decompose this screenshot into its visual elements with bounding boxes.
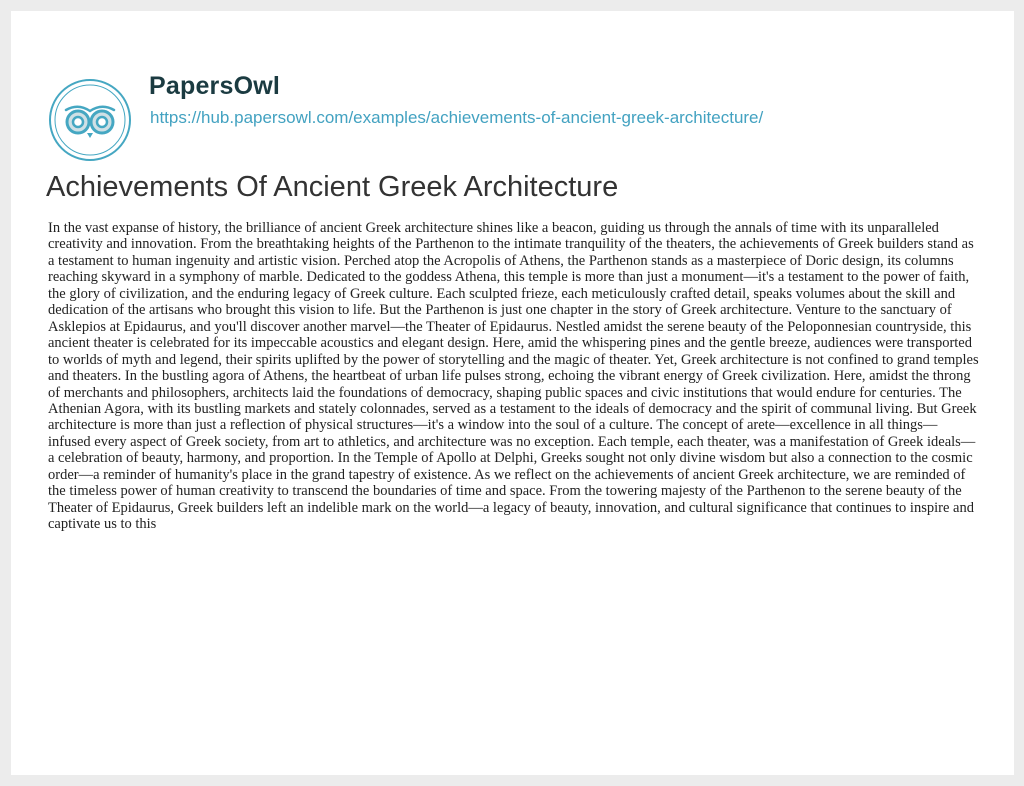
header	[11, 11, 1014, 161]
brand-name: PapersOwl	[149, 72, 281, 100]
document-page	[11, 11, 1014, 775]
document-body: In the vast expanse of history, the brilliance of ancient Greek architecture shines like a beacon, guiding us through the annals of time with its unparalleled creativity and innovation. From the breathtaking heights of the Parthenon to the intimate tranquility of the theaters, the achievements of Greek builders stand as a testament to human ingenuity and artistic vision. Perched atop the Acropolis of Athens, the Parthenon stands as a masterpiece of Doric design, its columns reaching skyward in a symphony of marble. Dedicated to the goddess Athena, this temple is more than just a monument—it's a testament to the power of faith, the glory of civilization, and the enduring legacy of Greek culture. Each sculpted frieze, each meticulously crafted detail, speaks volumes about the skill and dedication of the artisans who brought this vision to life. But the Parthenon is just one chapter in the story of Greek architecture. Venture to the sanctuary of Asklepios at Epidaurus, and you'll discover another marvel—the Theater of Epidaurus. Nestled amidst the serene beauty of the Peloponnesian countryside, this ancient theater is celebrated for its impeccable acoustics and elegant design. Here, amid the whispering pines and the gentle breeze, audiences were transported to worlds of myth and legend, their spirits uplifted by the power of storytelling and the magic of theater. Yet, Greek architecture is not confined to grand temples and theaters. In the bustling agora of Athens, the heartbeat of urban life pulses strong, echoing the vibrant energy of Greek civilization. Here, amidst the throng of merchants and philosophers, architects laid the foundations of democracy, shaping public spaces and civic institutions that would endure for centuries. The Athenian Agora, with its bustling markets and stately colonnades, served as a testament to the ideals of democracy and the spirit of communal living. But Greek architecture is more than just a reflection of physical structures—it's a window into the soul of a culture. The concept of arete—excellence in all things—infused every aspect of Greek society, from art to athletics, and architecture was no exception. Each temple, each theater, was a manifestation of Greek ideals—a celebration of beauty, harmony, and proportion. In the Temple of Apollo at Delphi, Greeks sought not only divine wisdom but also a connection to the cosmic order—a reminder of humanity's place in the grand tapestry of existence. As we reflect on the achievements of ancient Greek architecture, we are reminded of the timeless power of human creativity to transcend the boundaries of time and space. From the towering majesty of the Parthenon to the serene beauty of the Theater of Epidaurus, Greek builders left an indelible mark on the world—a legacy of beauty, innovation, and cultural significance that continues to inspire and captivate us to this	[48, 220, 979, 533]
source-url-link[interactable]: https://hub.papersowl.com/examples/achievements-of-ancient-greek-architecture/	[150, 108, 764, 127]
owl-eyes-icon	[47, 77, 133, 163]
document-title: Achievements Of Ancient Greek Architecture	[46, 171, 619, 203]
